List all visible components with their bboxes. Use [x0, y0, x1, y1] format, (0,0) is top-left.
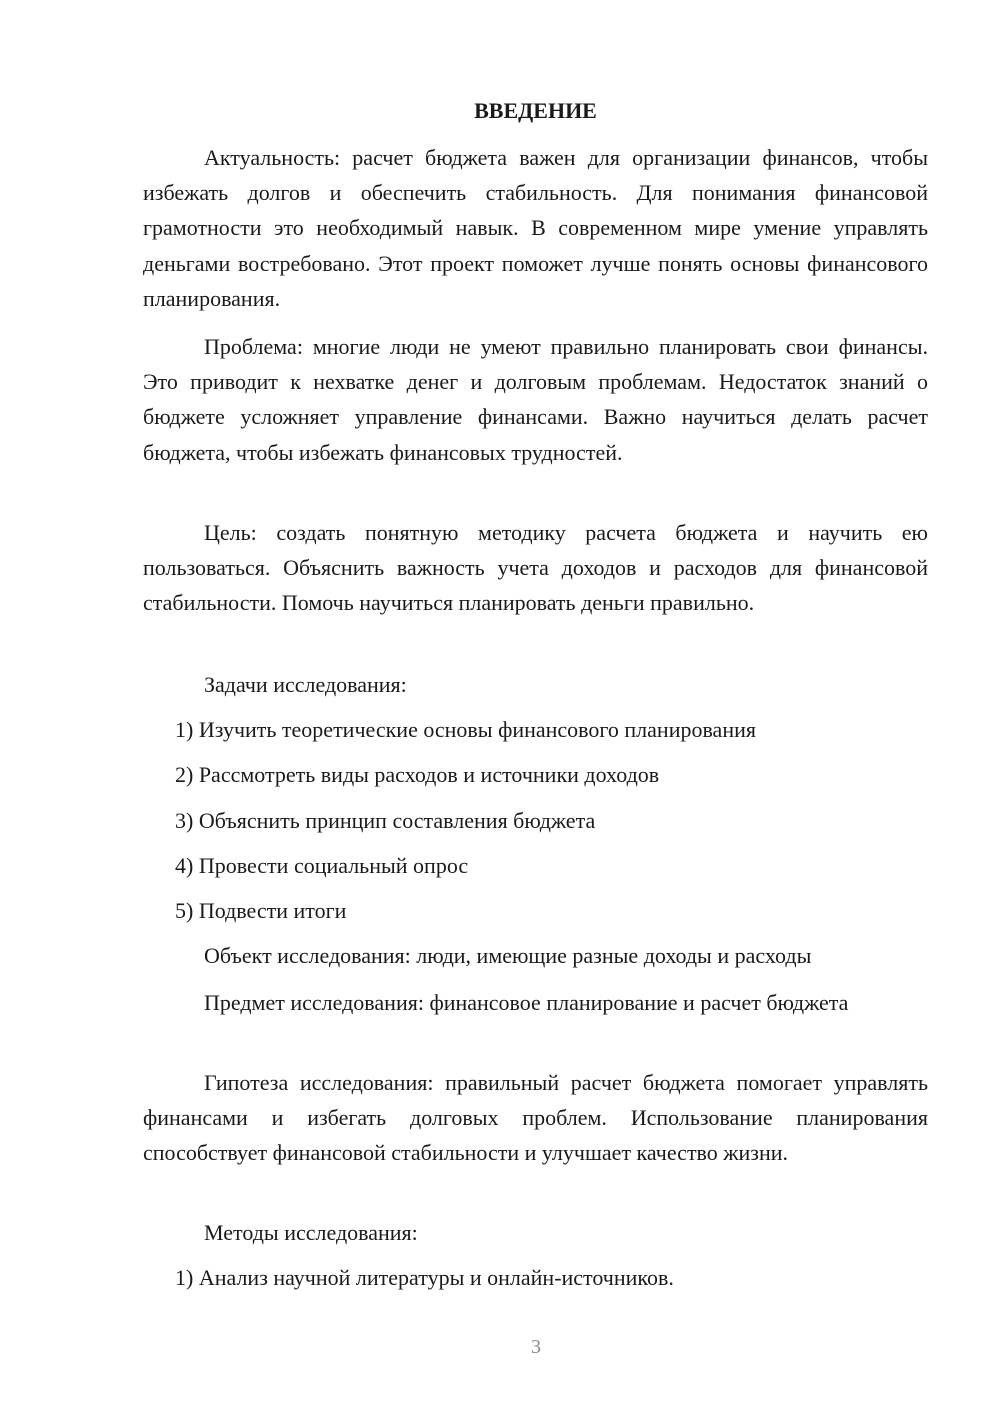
paragraph-problem: Проблема: многие люди не умеют правильно планировать свои финансы. Это приводит к нехватке денег и долговым проблемам. Недостаток знаний о бюджете усложняет управление финансами. Важно научиться делать расчет бюджета, чтобы избежать финансовых трудностей.: [143, 334, 928, 465]
tasks-heading: Задачи исследования:: [204, 672, 407, 697]
page-number: 3: [531, 1336, 541, 1358]
task-item-3: 3) Объяснить принцип составления бюджета: [175, 808, 596, 833]
paragraph-object: Объект исследования: люди, имеющие разные доходы и расходы: [204, 943, 812, 968]
task-item-4: 4) Провести социальный опрос: [175, 853, 469, 878]
paragraph-relevance: Актуальность: расчет бюджета важен для организации финансов, чтобы избежать долгов и обеспечить стабильность. Для понимания финансовой грамотности это необходимый навык. В современном мире умение управлять деньгами востребовано. Этот проект поможет лучше понять основы финансового планирования.: [143, 145, 928, 311]
methods-heading: Методы исследования:: [204, 1220, 418, 1245]
task-item-2: 2) Рассмотреть виды расходов и источники доходов: [175, 762, 660, 787]
paragraph-hypothesis: Гипотеза исследования: правильный расчет бюджета помогает управлять финансами и избегать долговых проблем. Использование планирования способствует финансовой стабильности и улучшает качество жизни.: [143, 1070, 928, 1166]
task-item-1: 1) Изучить теоретические основы финансового планирования: [175, 717, 756, 742]
page-title: ВВЕДЕНИЕ: [474, 98, 597, 123]
paragraph-subject: Предмет исследования: финансовое планирование и расчет бюджета: [204, 990, 849, 1015]
task-item-5: 5) Подвести итоги: [175, 898, 347, 923]
paragraph-goal: Цель: создать понятную методику расчета бюджета и научить ею пользоваться. Объяснить важность учета доходов и расходов для финансовой стабильности. Помочь научиться планировать деньги правильно.: [143, 520, 928, 616]
method-item-1: 1) Анализ научной литературы и онлайн-источников.: [175, 1265, 674, 1290]
